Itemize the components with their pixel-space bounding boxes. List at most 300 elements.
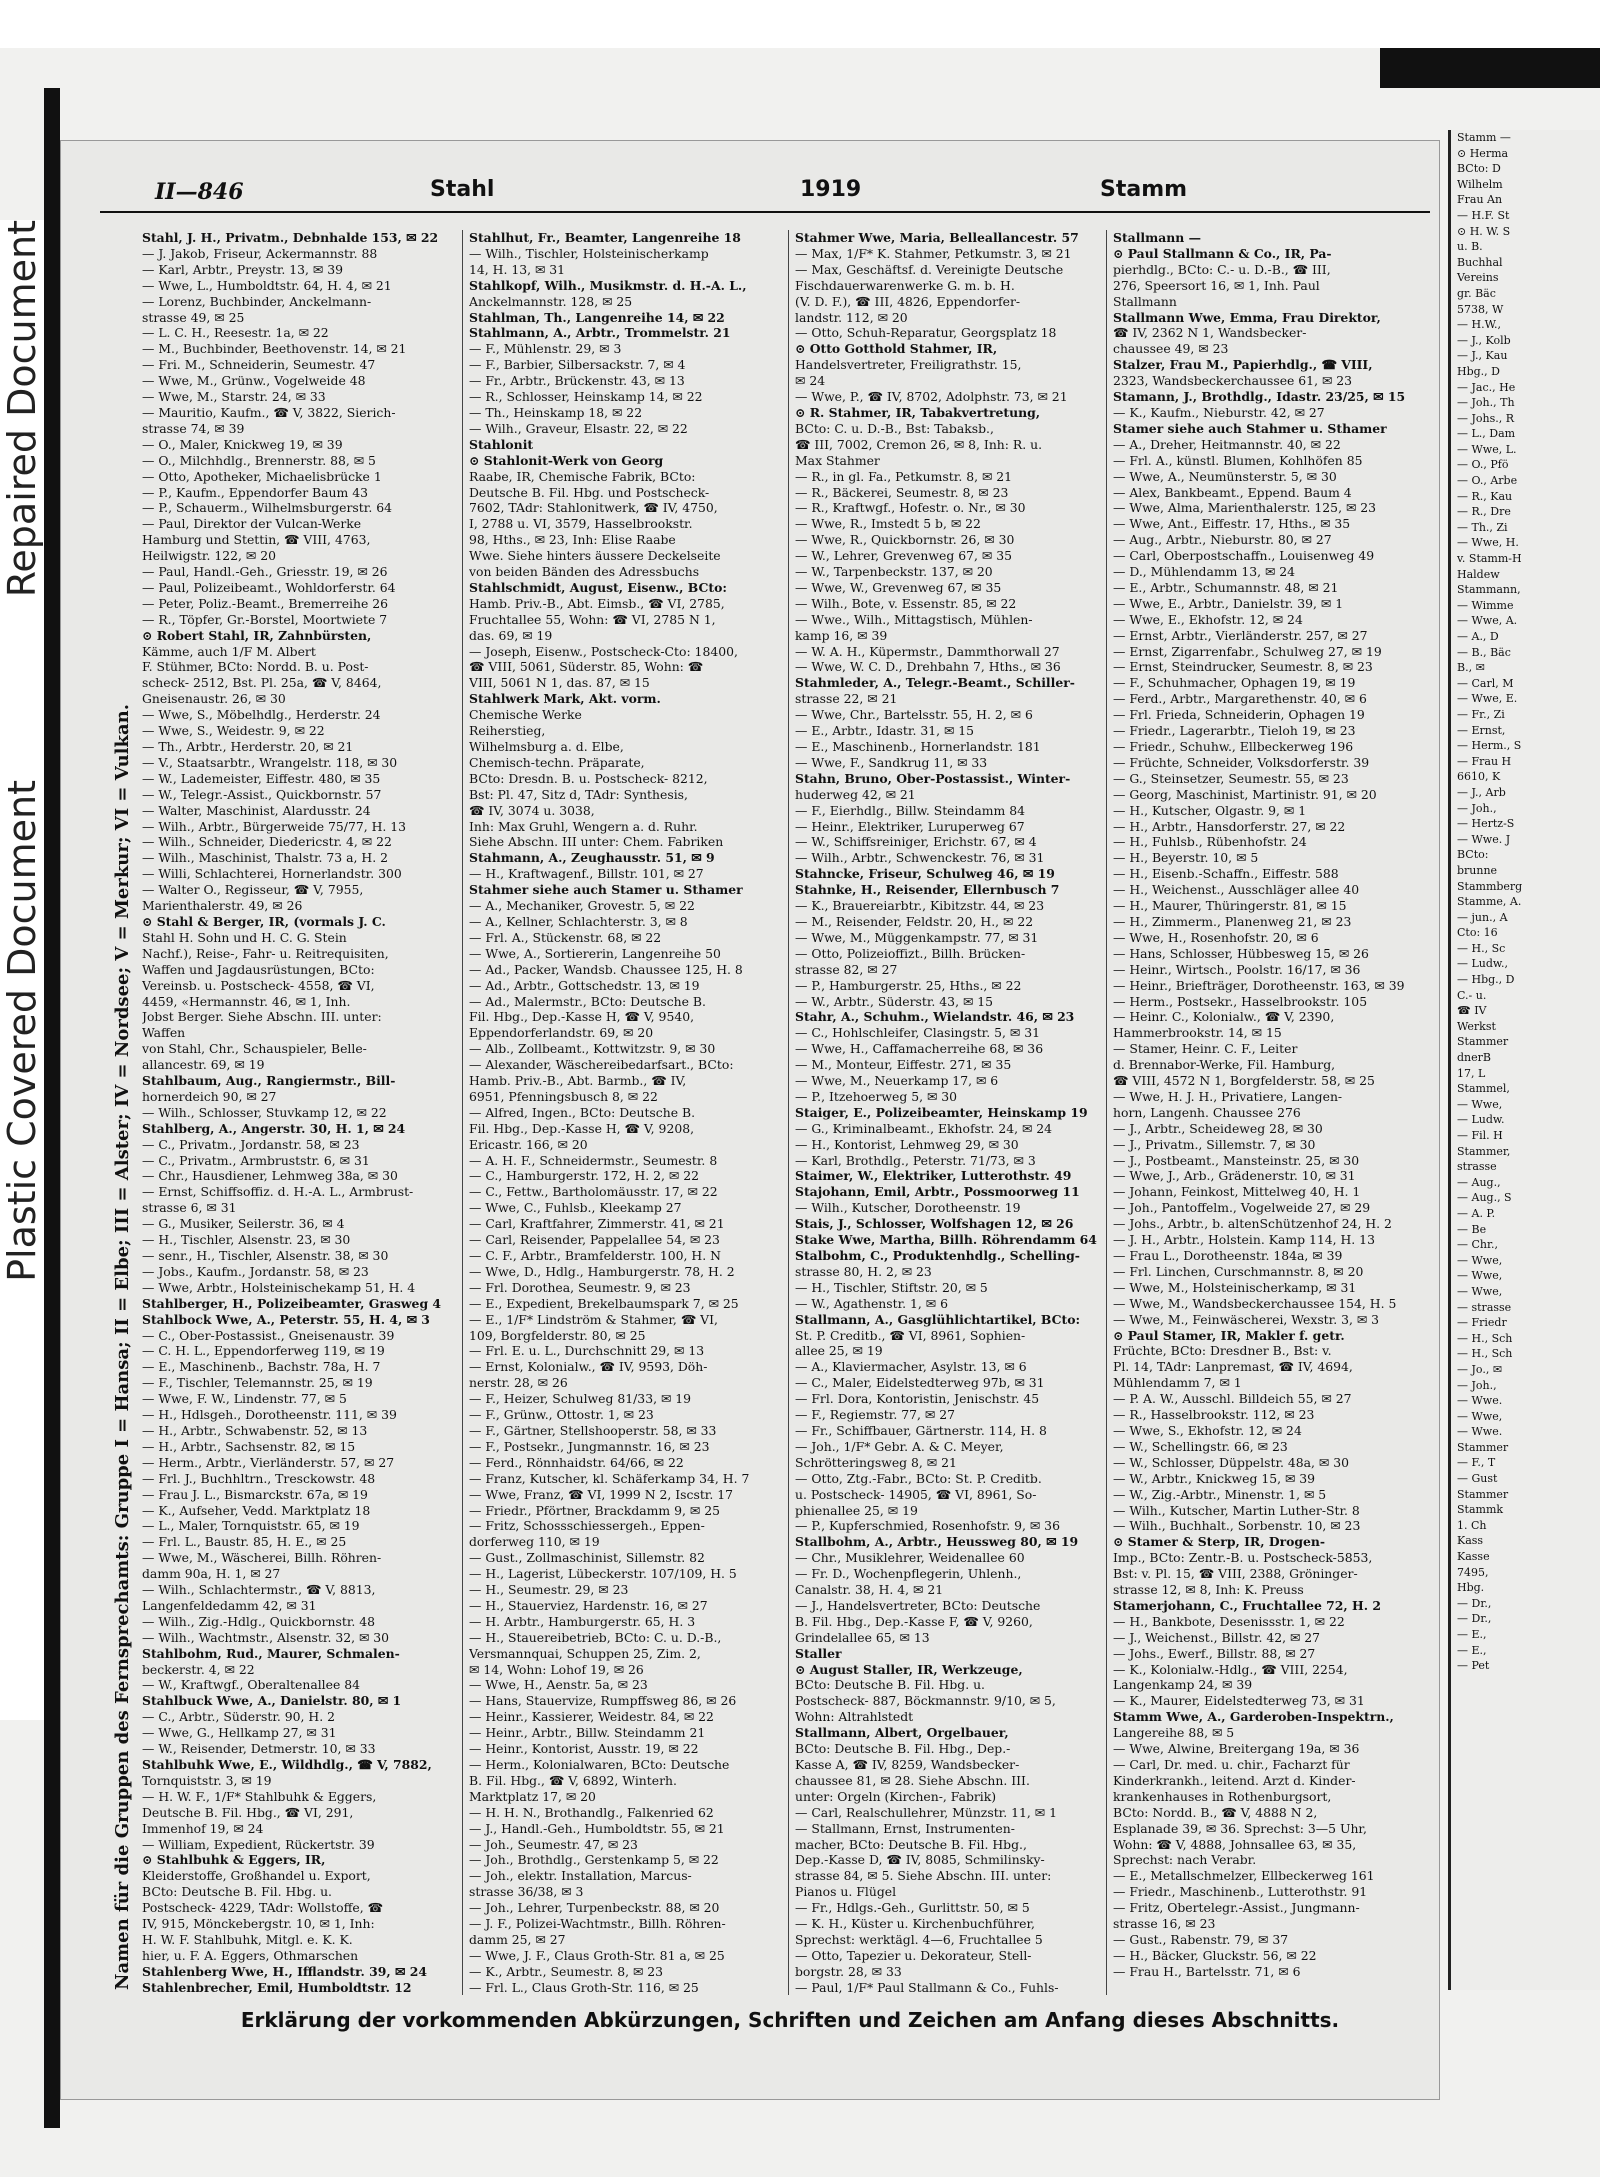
- adjacent-page-line: dnerB: [1457, 1051, 1491, 1065]
- directory-entry-line: — Friedr., Maschinenb., Lutterothstr. 91: [1113, 1884, 1368, 1900]
- directory-entry-line: — R., Hasselbrookstr. 112, ✉ 23: [1113, 1407, 1315, 1423]
- adjacent-page-line: — H., Sch: [1457, 1331, 1513, 1345]
- directory-entry-line: nerstr. 28, ✉ 26: [469, 1375, 568, 1391]
- directory-entry-line: — J. H., Arbtr., Holstein. Kamp 114, H. 13: [1113, 1232, 1375, 1248]
- directory-entry-line: strasse 6, ✉ 31: [142, 1200, 237, 1216]
- directory-entry-line: — Joh., Lehrer, Turpenbeckstr. 88, ✉ 20: [469, 1900, 720, 1916]
- directory-entry-line: Waffen und Jagdausrüstungen, BCto:: [142, 961, 375, 977]
- directory-entry-line: — Paul, Direktor der Vulcan-Werke: [142, 516, 362, 532]
- directory-entry-line: Stamer siehe auch Stahmer u. Sthamer: [1113, 420, 1387, 436]
- adjacent-page-line: — Wimme: [1457, 598, 1514, 612]
- directory-entry-line: Stahmer Wwe, Maria, Belleallancestr. 57: [795, 230, 1079, 245]
- directory-entry-line: — C., Privatm., Armbruststr. 6, ✉ 31: [142, 1152, 370, 1168]
- directory-entry-line: 7602, TAdr: Stahlonitwerk, ☎ IV, 4750,: [469, 500, 718, 516]
- directory-entry-line: — Fri. M., Schneiderin, Seumestr. 47: [142, 357, 376, 373]
- directory-entry-line: — Wwe., Wilh., Mittagstisch, Mühlen-: [795, 611, 1033, 627]
- directory-entry-line: Raabe, IR, Chemische Fabrik, BCto:: [469, 468, 696, 484]
- directory-entry-line: — W., Telegr.-Assist., Quickbornstr. 57: [142, 786, 382, 802]
- directory-entry-line: Stajohann, Emil, Arbtr., Possmoorweg 11: [795, 1184, 1080, 1200]
- directory-entry-line: — H. W. F., 1/F* Stahlbuhk & Eggers,: [142, 1788, 377, 1804]
- directory-entry-line: — A. H. F., Schneidermstr., Seumestr. 8: [469, 1152, 718, 1168]
- adjacent-page-line: — J., Arb: [1457, 785, 1506, 799]
- directory-entry-line: — Th., Arbtr., Herderstr. 20, ✉ 21: [142, 739, 354, 754]
- directory-entry-line: — Fr. D., Wochenpflegerin, Uhlenh.,: [795, 1566, 1022, 1582]
- directory-entry-line: Langenfeldedamm 42, ✉ 31: [142, 1597, 317, 1613]
- adjacent-page-line: — Be: [1457, 1222, 1487, 1236]
- directory-entry-line: — Friedr., Lagerarbtr., Tieloh 19, ✉ 23: [1113, 723, 1356, 739]
- directory-entry-line: u. Postscheck- 14905, ☎ VI, 8961, So-: [795, 1486, 1037, 1502]
- directory-entry-line: — K., Kolonialw.-Hdlg., ☎ VIII, 2254,: [1113, 1661, 1348, 1677]
- directory-entry-line: — Joh., Pantoffelm., Vogelweide 27, ✉ 29: [1113, 1200, 1371, 1216]
- directory-entry-line: — Wilh., Schneider, Diedericstr. 4, ✉ 22: [142, 834, 392, 850]
- directory-entry-line: — Wwe, S., Weidestr. 9, ✉ 22: [142, 723, 325, 739]
- directory-entry-line: — Wwe, W. C. D., Drehbahn 7, Hths., ✉ 36: [795, 659, 1061, 675]
- directory-entry-line: Stallmann Wwe, Emma, Frau Direktor,: [1113, 309, 1381, 325]
- directory-entry-line: — Heinr. C., Kolonialw., ☎ V, 2390,: [1113, 1009, 1335, 1025]
- directory-entry-line: — Wilh., Schlachtermstr., ☎ V, 8813,: [142, 1582, 376, 1598]
- directory-entry-line: — Wwe, H., Aenstr. 5a, ✉ 23: [469, 1677, 648, 1693]
- adjacent-page-line: — Chr.,: [1457, 1238, 1499, 1252]
- directory-entry-line: — Friedr., Pförtner, Brackdamm 9, ✉ 25: [469, 1502, 720, 1518]
- directory-entry-line: Langenkamp 24, ✉ 39: [1113, 1677, 1253, 1693]
- directory-entry-line: — Alb., Zollbeamt., Kottwitzstr. 9, ✉ 30: [469, 1041, 716, 1057]
- directory-entry-line: — William, Expedient, Rückertstr. 39: [142, 1836, 375, 1852]
- directory-entry-line: — H., Hdlsgeh., Dorotheenstr. 111, ✉ 39: [142, 1407, 397, 1423]
- directory-entry-line: — Wwe, Chr., Bartelsstr. 55, H. 2, ✉ 6: [795, 707, 1033, 723]
- directory-entry-line: — L., Maler, Tornquiststr. 65, ✉ 19: [142, 1518, 360, 1534]
- directory-entry-line: — C., Arbtr., Süderstr. 90, H. 2: [142, 1709, 335, 1725]
- adjacent-page-line: — Wwe.: [1457, 1425, 1503, 1439]
- adjacent-page-line: — strasse: [1457, 1300, 1512, 1314]
- directory-entry-line: Dep.-Kasse D, ☎ IV, 8085, Schmilinsky-: [795, 1852, 1045, 1868]
- adjacent-page-line: — Frau H: [1457, 754, 1512, 768]
- directory-entry-line: Stahlbuck Wwe, A., Danielstr. 80, ✉ 1: [142, 1693, 402, 1709]
- adjacent-page-line: — Herm., S: [1457, 739, 1522, 753]
- directory-entry-line: Stallmann: [1113, 293, 1177, 309]
- adjacent-page-line: Stammer: [1457, 1487, 1509, 1501]
- directory-entry-line: — E., Metallschmelzer, Ellbeckerweg 161: [1113, 1868, 1375, 1884]
- adjacent-page-line: — Ludw.: [1457, 1113, 1505, 1127]
- adjacent-page-line: — B., Bäc: [1457, 645, 1511, 659]
- directory-entry-line: — Frl. L., Baustr. 85, H. E., ✉ 25: [142, 1534, 347, 1550]
- directory-entry-line: — G., Musiker, Seilerstr. 36, ✉ 4: [142, 1216, 345, 1232]
- directory-entry-line: — C., Hamburgerstr. 172, H. 2, ✉ 22: [469, 1168, 699, 1184]
- directory-entry-line: — Gust., Rabenstr. 79, ✉ 37: [1113, 1931, 1289, 1947]
- header-year: 1919: [800, 177, 862, 202]
- directory-entry-line: — Johs., Ewerf., Billstr. 88, ✉ 27: [1113, 1645, 1316, 1661]
- directory-entry-line: — Wwe, W., Grevenweg 67, ✉ 35: [795, 579, 1002, 595]
- directory-entry-line: — F., Heizer, Schulweg 81/33, ✉ 19: [469, 1391, 692, 1407]
- directory-entry-line: — Wwe, C., Fuhlsb., Kleekamp 27: [469, 1200, 682, 1216]
- directory-entry-line: — K. H., Küster u. Kirchenbuchführer,: [795, 1916, 1035, 1932]
- adjacent-page-line: Stammk: [1457, 1503, 1504, 1517]
- adjacent-page-line: — Wwe, E.: [1457, 692, 1518, 706]
- directory-entry-line: Esplanade 39, ✉ 36. Sprechst: 3—5 Uhr,: [1113, 1820, 1367, 1836]
- adjacent-page-line: Kass: [1457, 1534, 1484, 1548]
- directory-entry-line: — R., Töpfer, Gr.-Borstel, Moortwiete 7: [142, 611, 388, 627]
- directory-entry-line: — F., Postsekr., Jungmannstr. 16, ✉ 23: [469, 1438, 710, 1454]
- directory-entry-line: Stallmann, A., Gasglühlichtartikel, BCto:: [795, 1311, 1081, 1327]
- adjacent-page-line: Werkst: [1457, 1019, 1496, 1033]
- directory-entry-line: Chemische Werke: [469, 707, 582, 723]
- directory-entry-line: — Frau J. L., Bismarckstr. 67a, ✉ 19: [142, 1486, 368, 1502]
- directory-entry-line: — O., Maler, Knickweg 19, ✉ 39: [142, 436, 343, 452]
- directory-entry-line: — H., Kontorist, Lehmweg 29, ✉ 30: [795, 1136, 1019, 1152]
- directory-entry-line: — Frl. Frieda, Schneiderin, Ophagen 19: [1113, 707, 1365, 723]
- directory-entry-line: — Stamer, Heinr. C. F., Leiter: [1113, 1041, 1298, 1057]
- directory-entry-line: von Stahl, Chr., Schauspieler, Belle-: [142, 1041, 367, 1057]
- directory-entry-line: — Wwe, S., Ekhofstr. 12, ✉ 24: [1113, 1422, 1302, 1438]
- directory-entry-line: 98, Hths., ✉ 23, Inh: Elise Raabe: [469, 532, 676, 548]
- page-footer-note: Erklärung der vorkommenden Abkürzungen, Schriften und Zeichen am Anfang dieses Abschnitts.: [240, 2008, 1340, 2032]
- directory-entry-line: — Wwe, M., Feinwäscherei, Wexstr. 3, ✉ 3: [1113, 1311, 1380, 1327]
- directory-entry-line: — G., Steinsetzer, Seumestr. 55, ✉ 23: [1113, 770, 1349, 786]
- directory-entry-line: — Heinr., Wirtsch., Poolstr. 16/17, ✉ 36: [1113, 961, 1361, 977]
- directory-entry-line: — W. A. H., Küpermstr., Dammthorwall 27: [795, 643, 1060, 659]
- directory-entry-line: Jobst Berger. Siehe Abschn. III. unter:: [142, 1009, 382, 1025]
- adjacent-page-line: BCto:: [1457, 848, 1489, 862]
- directory-entry-line: — Wwe, F. W., Lindenstr. 77, ✉ 5: [142, 1391, 347, 1407]
- column-4: [1106, 230, 1447, 1995]
- directory-entry-line: Canalstr. 38, H. 4, ✉ 21: [795, 1582, 944, 1598]
- directory-entry-line: strasse 22, ✉ 21: [795, 691, 898, 707]
- directory-entry-line: Wilhelmsburg a. d. Elbe,: [469, 739, 624, 754]
- directory-entry-line: BCto: Dresdn. B. u. Postscheck- 8212,: [469, 770, 708, 786]
- directory-entry-line: — Wwe, R., Imstedt 5 b, ✉ 22: [795, 516, 981, 532]
- adjacent-page-line: Stammel,: [1457, 1082, 1510, 1096]
- directory-entry-line: — J., Handl.-Geh., Humboldtstr. 55, ✉ 21: [469, 1820, 725, 1836]
- directory-entry-line: — Wwe, H. J. H., Privatiere, Langen-: [1113, 1088, 1343, 1104]
- directory-entry-line: damm 25, ✉ 27: [469, 1931, 566, 1947]
- directory-entry-line: — Fritz, Schossschiessergeh., Eppen-: [469, 1518, 705, 1534]
- scanner-top-margin: [0, 0, 1600, 48]
- directory-entry-line: — Wilh., Buchhalt., Sorbenstr. 10, ✉ 23: [1113, 1518, 1361, 1534]
- directory-entry-line: Immenhof 19, ✉ 24: [142, 1820, 264, 1836]
- directory-entry-line: von beiden Bänden des Adressbuchs: [469, 564, 700, 580]
- directory-entry-line: — H., Arbtr., Sachsenstr. 82, ✉ 15: [142, 1438, 356, 1454]
- directory-entry-line: Fruchtallee 55, Wohn: ☎ VI, 2785 N 1,: [469, 611, 716, 627]
- directory-entry-line: — J. Jakob, Friseur, Ackermannstr. 88: [142, 245, 378, 261]
- directory-entry-line: strasse 36/38, ✉ 3: [469, 1884, 584, 1900]
- directory-entry-line: — H. H. N., Brothandlg., Falkenried 62: [469, 1804, 714, 1820]
- directory-entry-line: — H., Eisenb.-Schaffn., Eiffestr. 588: [1113, 866, 1339, 882]
- adjacent-page-fragment: [1448, 130, 1600, 1990]
- directory-entry-line: — G., Kriminalbeamt., Ekhofstr. 24, ✉ 24: [795, 1120, 1053, 1136]
- directory-entry-line: Stahlenbrecher, Emil, Humboldtstr. 12: [142, 1979, 412, 1995]
- directory-entry-line: — W., Kraftwgf., Oberaltenallee 84: [142, 1677, 361, 1693]
- directory-entry-line: Bst: Pl. 47, Sitz d, TAdr: Synthesis,: [469, 786, 688, 802]
- book-spine-shadow: [44, 88, 60, 2128]
- directory-entry-line: — Peter, Poliz.-Beamt., Bremerreihe 26: [142, 595, 389, 611]
- directory-entry-line: — K., Arbtr., Seumestr. 8, ✉ 23: [469, 1963, 664, 1979]
- directory-entry-line: — Wwe, A., Sortiererin, Langenreihe 50: [469, 945, 721, 961]
- adjacent-page-line: strasse: [1457, 1160, 1497, 1174]
- directory-entry-line: — M., Buchbinder, Beethovenstr. 14, ✉ 21: [142, 341, 407, 357]
- directory-entry-line: strasse 74, ✉ 39: [142, 420, 245, 436]
- directory-entry-line: — F., Mühlenstr. 29, ✉ 3: [469, 341, 622, 357]
- directory-entry-line: Deutsche B. Fil. Hbg., ☎ VI, 291,: [142, 1804, 354, 1820]
- directory-entry-line: — Frl. A., künstl. Blumen, Kohlhöfen 85: [1113, 452, 1363, 468]
- document-status-label: [0, 220, 45, 1720]
- directory-entry-line: Heilwigstr. 122, ✉ 20: [142, 548, 276, 564]
- adjacent-page-line: Stamm —: [1457, 131, 1511, 144]
- adjacent-page-line: — H., Sc: [1457, 941, 1506, 955]
- adjacent-page-line: — O., Pfö: [1457, 458, 1509, 472]
- directory-entry-line: — Frau H., Bartelsstr. 71, ✉ 6: [1113, 1963, 1301, 1979]
- directory-entry-line: — H., Weichenst., Ausschläger allee 40: [1113, 882, 1360, 898]
- directory-entry-line: — Otto, Polizeioffizt., Billh. Brücken-: [795, 945, 1026, 961]
- directory-entry-line: — Carl, Dr. med. u. chir., Facharzt für: [1113, 1757, 1350, 1772]
- directory-entry-line: dorferweg 110, ✉ 19: [469, 1534, 600, 1550]
- directory-entry-line: — Paul, 1/F* Paul Stallmann & Co., Fuhls-: [795, 1979, 1059, 1995]
- directory-entry-line: — Heinr., Kontorist, Ausstr. 19, ✉ 22: [469, 1741, 699, 1757]
- directory-entry-line: Stahncke, Friseur, Schulweg 46, ✉ 19: [795, 866, 1055, 882]
- directory-entry-line: — E., Maschinenb., Bachstr. 78a, H. 7: [142, 1359, 381, 1375]
- directory-entry-line: — Wwe, M., Neuerkamp 17, ✉ 6: [795, 1073, 999, 1089]
- directory-entry-line: Pl. 14, TAdr: Lanpremast, ☎ IV, 4694,: [1113, 1359, 1353, 1375]
- adjacent-page-line: Hbg.: [1457, 1581, 1485, 1595]
- adjacent-page-line: gr. Bäc: [1457, 286, 1496, 300]
- directory-entry-line: — Carl, Oberpostschaffn., Louisenweg 49: [1113, 548, 1375, 564]
- directory-entry-line: Langereihe 88, ✉ 5: [1113, 1725, 1235, 1741]
- directory-entry-line: — H., Tischler, Alsenstr. 23, ✉ 30: [142, 1232, 351, 1248]
- directory-entry-line: 2323, Wandsbeckerchaussee 61, ✉ 23: [1113, 373, 1353, 389]
- adjacent-page-line: Kasse: [1457, 1550, 1490, 1564]
- directory-entry-line: — Lorenz, Buchbinder, Anckelmann-: [142, 293, 372, 309]
- directory-entry-line: — C., Ober-Postassist., Gneisenaustr. 39: [142, 1327, 395, 1343]
- directory-entry-line: IV, 915, Mönckebergstr. 10, ✉ 1, Inh:: [142, 1916, 375, 1932]
- directory-entry-line: — Wilh., Wachtmstr., Alsenstr. 32, ✉ 30: [142, 1629, 390, 1645]
- directory-entry-line: — Wwe, M., Holsteinischerkamp, ✉ 31: [1113, 1279, 1357, 1295]
- directory-entry-line: — Wwe, A., Neumünsterstr. 5, ✉ 30: [1113, 468, 1337, 484]
- adjacent-page-line: B., ✉: [1457, 661, 1485, 675]
- directory-entry-line: BCto: Deutsche B. Fil. Hbg. u.: [795, 1677, 985, 1693]
- directory-entry-line: Stahlhut, Fr., Beamter, Langenreihe 18: [469, 230, 741, 245]
- directory-entry-line: — Wilh., Bote, v. Essenstr. 85, ✉ 22: [795, 595, 1017, 611]
- adjacent-page-line: ⊙ H. W. S: [1457, 224, 1511, 238]
- directory-entry-line: allancestr. 69, ✉ 19: [142, 1057, 265, 1073]
- directory-entry-line: — Frl. L., Claus Groth-Str. 116, ✉ 25: [469, 1979, 699, 1995]
- adjacent-page-line: — Wwe,: [1457, 1269, 1503, 1283]
- adjacent-page-line: — Ludw.,: [1457, 957, 1509, 971]
- header-word-left: Stahl: [430, 177, 495, 202]
- directory-entry-line: — E., Expedient, Brekelbaumspark 7, ✉ 25: [469, 1295, 739, 1311]
- exchange-groups-text: Namen für die Gruppen des Fernsprechamts: Gruppe I = Hansa; II = Elbe; III = Alster; IV = Nordsee; V = Merkur; VI = Vulkan.: [112, 703, 133, 1990]
- directory-entry-line: — Walter O., Regisseur, ☎ V, 7955,: [142, 882, 364, 898]
- directory-entry-line: Postscheck- 887, Böckmannstr. 9/10, ✉ 5,: [795, 1693, 1056, 1709]
- directory-entry-line: — Wwe, D., Hdlg., Hamburgerstr. 78, H. 2: [469, 1263, 735, 1279]
- directory-entry-line: B. Fil. Hbg., ☎ V, 6892, Winterh.: [469, 1772, 677, 1788]
- directory-entry-line: — Heinr., Arbtr., Billw. Steindamm 21: [469, 1725, 706, 1741]
- adjacent-page-line: — Joh.,: [1457, 1378, 1497, 1392]
- directory-entry-line: Fil. Hbg., Dep.-Kasse H, ☎ V, 9208,: [469, 1120, 695, 1136]
- adjacent-page-line: — R., Dre: [1457, 505, 1511, 519]
- directory-entry-line: BCto: Deutsche B. Fil. Hbg. u.: [142, 1884, 332, 1900]
- directory-entry-line: — Wilh., Graveur, Elsastr. 22, ✉ 22: [469, 420, 688, 436]
- directory-entry-line: — F., Eierhdlg., Billw. Steindamm 84: [795, 802, 1025, 818]
- directory-entry-line: — Wwe, S., Möbelhdlg., Herderstr. 24: [142, 707, 381, 723]
- directory-entry-line: Nachf.), Reise-, Fahr- u. Reitrequisiten,: [142, 945, 389, 961]
- directory-entry-line: — Carl, Kraftfahrer, Zimmerstr. 41, ✉ 21: [469, 1216, 725, 1232]
- adjacent-page-line: — Friedr: [1457, 1316, 1507, 1330]
- directory-entry-line: hornerdeich 90, ✉ 27: [142, 1088, 277, 1104]
- directory-entry-line: — Friedr., Schuhw., Ellbeckerweg 196: [1113, 739, 1354, 754]
- directory-entry-line: Stahlman, Th., Langenreihe 14, ✉ 22: [469, 309, 725, 325]
- directory-entry-line: — Wwe, R., Quickbornstr. 26, ✉ 30: [795, 532, 1015, 548]
- directory-entry-line: — A., Mechaniker, Grovestr. 5, ✉ 22: [469, 898, 695, 914]
- directory-entry-line: — W., Agathenstr. 1, ✉ 6: [795, 1295, 948, 1311]
- directory-entry-line: — Hans, Schlosser, Hübbesweg 15, ✉ 26: [1113, 945, 1369, 961]
- header-word-right: Stamm: [1100, 177, 1188, 202]
- directory-entry-line: 109, Borgfelderstr. 80, ✉ 25: [469, 1327, 646, 1343]
- directory-entry-line: — Joh., Brothdlg., Gerstenkamp 5, ✉ 22: [469, 1852, 719, 1868]
- adjacent-page-line: Stammberg: [1457, 879, 1523, 893]
- directory-entry-line: — F., Schuhmacher, Ophagen 19, ✉ 19: [1113, 675, 1356, 691]
- directory-entry-line: — Otto, Ztg.-Fabr., BCto: St. P. Creditb.: [795, 1470, 1042, 1486]
- directory-entry-line: beckerstr. 4, ✉ 22: [142, 1661, 255, 1677]
- directory-entry-line: krankenhauses in Rothenburgsort,: [1113, 1788, 1332, 1804]
- directory-entry-line: — Stallmann, Ernst, Instrumenten-: [795, 1820, 1015, 1836]
- directory-entry-line: Stahlmann, A., Arbtr., Trommelstr. 21: [469, 325, 731, 341]
- directory-entry-line: Kinderkrankh., leitend. Arzt d. Kinder-: [1113, 1772, 1356, 1788]
- directory-entry-line: Stahlkopf, Wilh., Musikmstr. d. H.-A. L.,: [469, 277, 747, 293]
- adjacent-page-line: 5738, W: [1457, 302, 1504, 316]
- directory-entry-line: Stahmleder, A., Telegr.-Beamt., Schiller-: [795, 675, 1075, 691]
- directory-entry-line: — Joh., elektr. Installation, Marcus-: [469, 1868, 692, 1884]
- directory-entry-line: — W., Schellingstr. 66, ✉ 23: [1113, 1438, 1288, 1454]
- directory-entry-line: — Joh., Seumestr. 47, ✉ 23: [469, 1836, 638, 1852]
- adjacent-page-line: ☎ IV: [1457, 1004, 1487, 1018]
- adjacent-page-line: u. B.: [1457, 240, 1483, 254]
- directory-entry-line: — F., Tischler, Telemannstr. 25, ✉ 19: [142, 1375, 373, 1391]
- directory-entry-line: — Mauritio, Kaufm., ☎ V, 3822, Sierich-: [142, 404, 396, 420]
- directory-entry-line: — Willi, Schlachterei, Hornerlandstr. 300: [142, 866, 402, 882]
- directory-entry-line: BCto: Deutsche B. Fil. Hbg., Dep.-: [795, 1741, 1011, 1757]
- directory-entry-line: macher, BCto: Deutsche B. Fil. Hbg.,: [795, 1836, 1027, 1852]
- directory-entry-line: — Joh., 1/F* Gebr. A. & C. Meyer,: [795, 1438, 1004, 1454]
- directory-entry-line: Früchte, BCto: Dresdner B., Bst: v.: [1113, 1343, 1332, 1359]
- directory-entry-line: — R., Schlosser, Heinskamp 14, ✉ 22: [469, 389, 703, 405]
- directory-entry-line: Pianos u. Flügel: [795, 1884, 897, 1900]
- directory-entry-line: Stahmer siehe auch Stamer u. Sthamer: [469, 882, 743, 898]
- directory-entry-line: ☎ III, 7002, Cremon 26, ✉ 8, Inh: R. u.: [795, 436, 1043, 452]
- adjacent-page-line: — E.,: [1457, 1628, 1487, 1641]
- adjacent-page-line: — J., Kau: [1457, 349, 1508, 363]
- directory-entry-line: — Alfred, Ingen., BCto: Deutsche B.: [469, 1104, 696, 1120]
- directory-entry-line: scheck- 2512, Bst. Pl. 25a, ☎ V, 8464,: [142, 675, 382, 691]
- adjacent-page-line: Stammer: [1457, 1440, 1509, 1454]
- adjacent-page-line: ⊙ Herma: [1457, 146, 1509, 160]
- directory-entry-line: — W., Tarpenbeckstr. 137, ✉ 20: [795, 564, 993, 580]
- directory-entry-line: — Ernst, Steindrucker, Seumestr. 8, ✉ 23: [1113, 659, 1373, 675]
- directory-entry-line: ⊙ Stamer & Sterp, IR, Drogen-: [1113, 1534, 1326, 1550]
- directory-entry-line: — W., Reisender, Detmerstr. 10, ✉ 33: [142, 1741, 376, 1757]
- directory-entry-line: — Wwe, H., Caffamacherreihe 68, ✉ 36: [795, 1041, 1044, 1057]
- adjacent-page-line: — H.F. St: [1457, 208, 1510, 222]
- directory-entry-line: Marienthalerstr. 49, ✉ 26: [142, 898, 303, 914]
- directory-entry-line: allee 25, ✉ 19: [795, 1343, 883, 1359]
- directory-entry-line: — Carl, Realschullehrer, Münzstr. 11, ✉ 1: [795, 1804, 1057, 1820]
- column-3: [788, 230, 1105, 1995]
- directory-entry-line: — Wwe, Arbtr., Holsteinischekamp 51, H. 4: [142, 1279, 416, 1295]
- adjacent-page-line: Vereins: [1457, 271, 1499, 285]
- directory-entry-line: — Wwe, M., Starstr. 24, ✉ 33: [142, 389, 326, 405]
- directory-entry-line: — Wwe, M., Müggenkampstr. 77, ✉ 31: [795, 929, 1039, 945]
- directory-entry-line: Versmannquai, Schuppen 25, Zim. 2,: [469, 1645, 701, 1661]
- directory-entry-line: — J., Handelsvertreter, BCto: Deutsche: [795, 1597, 1041, 1613]
- directory-entry-line: Stahlenberg Wwe, H., Ifflandstr. 39, ✉ 24: [142, 1963, 427, 1979]
- directory-entry-line: — Wilh., Arbtr., Bürgerweide 75/77, H. 13: [142, 818, 407, 834]
- directory-entry-line: — Ad., Packer, Wandsb. Chaussee 125, H. 8: [469, 961, 743, 977]
- directory-entry-line: — Aug., Arbtr., Nieburstr. 80, ✉ 27: [1113, 532, 1332, 548]
- directory-entry-line: Stalbohm, C., Produktenhdlg., Schelling-: [795, 1248, 1080, 1263]
- directory-entry-line: — Th., Heinskamp 18, ✉ 22: [469, 404, 643, 420]
- directory-entry-line: — Carl, Reisender, Pappelallee 54, ✉ 23: [469, 1232, 720, 1248]
- directory-entry-line: Hamb. Priv.-B., Abt. Barmb., ☎ IV,: [469, 1073, 687, 1089]
- directory-entry-line: — H., Kutscher, Olgastr. 9, ✉ 1: [1113, 802, 1307, 818]
- directory-entry-line: Waffen: [142, 1025, 186, 1041]
- adjacent-page-line: — H., Sch: [1457, 1347, 1513, 1361]
- directory-entry-line: — Wilh., Maschinist, Thalstr. 73 a, H. 2: [142, 850, 388, 866]
- adjacent-page-line: — Joh., Th: [1457, 396, 1515, 410]
- directory-entry-line: 4459, «Hermannstr. 46, ✉ 1, Inh.: [142, 993, 351, 1009]
- directory-entry-line: Mühlendamm 7, ✉ 1: [1113, 1375, 1242, 1391]
- directory-entry-line: — Hans, Stauervize, Rumpffsweg 86, ✉ 26: [469, 1693, 737, 1709]
- directory-entry-line: — J., Postbeamt., Mansteinstr. 25, ✉ 30: [1113, 1152, 1360, 1168]
- directory-entry-line: — Heinr., Kassierer, Weidestr. 84, ✉ 22: [469, 1709, 714, 1725]
- adjacent-page-line: 6610, K: [1457, 770, 1501, 784]
- directory-entry-line: — Wilh., Schlosser, Stuvkamp 12, ✉ 22: [142, 1104, 387, 1120]
- directory-entry-line: — Wwe, F., Sandkrug 11, ✉ 33: [795, 754, 988, 770]
- directory-entry-line: — Jobs., Kaufm., Jordanstr. 58, ✉ 23: [142, 1263, 369, 1279]
- directory-entry-line: Hamb. Priv.-B., Abt. Eimsb., ☎ VI, 2785,: [469, 595, 725, 611]
- directory-entry-line: — Ernst, Arbtr., Vierländerstr. 257, ✉ 27: [1113, 627, 1368, 643]
- directory-entry-line: Staller: [795, 1645, 842, 1661]
- directory-entry-line: — Wwe, Ant., Eiffestr. 17, Hths., ✉ 35: [1113, 516, 1351, 532]
- directory-entry-line: — O., Milchhdlg., Brennerstr. 88, ✉ 5: [142, 452, 376, 468]
- directory-entry-line: — R., in gl. Fa., Petkumstr. 8, ✉ 21: [795, 468, 1013, 484]
- directory-entry-line: ⊙ R. Stahmer, IR, Tabakvertretung,: [795, 404, 1041, 420]
- adjacent-page-line: — Carl, M: [1457, 676, 1514, 690]
- directory-entry-line: Stalzer, Frau M., Papierhdlg., ☎ VIII,: [1113, 357, 1373, 373]
- directory-entry-line: I, 2788 u. VI, 3579, Hasselbrookstr.: [469, 516, 693, 532]
- directory-entry-line: Stallbohm, A., Arbtr., Heussweg 80, ✉ 19: [795, 1534, 1079, 1550]
- adjacent-page-line: — Wwe, H.: [1457, 536, 1519, 550]
- adjacent-page-line: C.- u.: [1457, 988, 1487, 1002]
- directory-entry-line: phienallee 25, ✉ 19: [795, 1502, 918, 1518]
- directory-entry-line: Stamann, J., Brothdlg., Idastr. 23/25, ✉ 15: [1113, 389, 1406, 405]
- directory-entry-line: — F., Gärtner, Stellshooperstr. 58, ✉ 33: [469, 1422, 717, 1438]
- directory-entry-line: — J., Privatm., Sillemstr. 7, ✉ 30: [1113, 1136, 1316, 1152]
- directory-entry-line: Grindelallee 65, ✉ 13: [795, 1629, 930, 1645]
- directory-entry-line: — Ferd., Arbtr., Margarethenstr. 40, ✉ 6: [1113, 691, 1367, 707]
- directory-entry-line: — H., Fuhlsb., Rübenhofstr. 24: [1113, 834, 1307, 850]
- adjacent-page-line: 1. Ch: [1457, 1518, 1487, 1532]
- adjacent-page-line: — Jo., ✉: [1457, 1362, 1503, 1376]
- directory-entry-line: Hamburg und Stettin, ☎ VIII, 4763,: [142, 532, 371, 548]
- directory-entry-line: Stahlwerk Mark, Akt. vorm.: [469, 691, 661, 707]
- directory-entry-line: borgstr. 28, ✉ 33: [795, 1963, 902, 1979]
- adjacent-page-line: — Jac., He: [1457, 380, 1516, 394]
- directory-entry-line: — Wwe, E., Arbtr., Danielstr. 39, ✉ 1: [1113, 595, 1344, 611]
- directory-entry-line: ⊙ August Staller, IR, Werkzeuge,: [795, 1661, 1023, 1677]
- directory-entry-line: 6951, Pfenningsbusch 8, ✉ 22: [469, 1088, 658, 1104]
- directory-entry-line: — Ad., Malermstr., BCto: Deutsche B.: [469, 993, 706, 1009]
- adjacent-page-line: — Aug.,: [1457, 1175, 1501, 1189]
- adjacent-page-line: brunne: [1457, 863, 1498, 877]
- directory-entry-line: ✉ 24: [795, 373, 826, 389]
- directory-entry-line: Eppendorferlandstr. 69, ✉ 20: [469, 1025, 654, 1041]
